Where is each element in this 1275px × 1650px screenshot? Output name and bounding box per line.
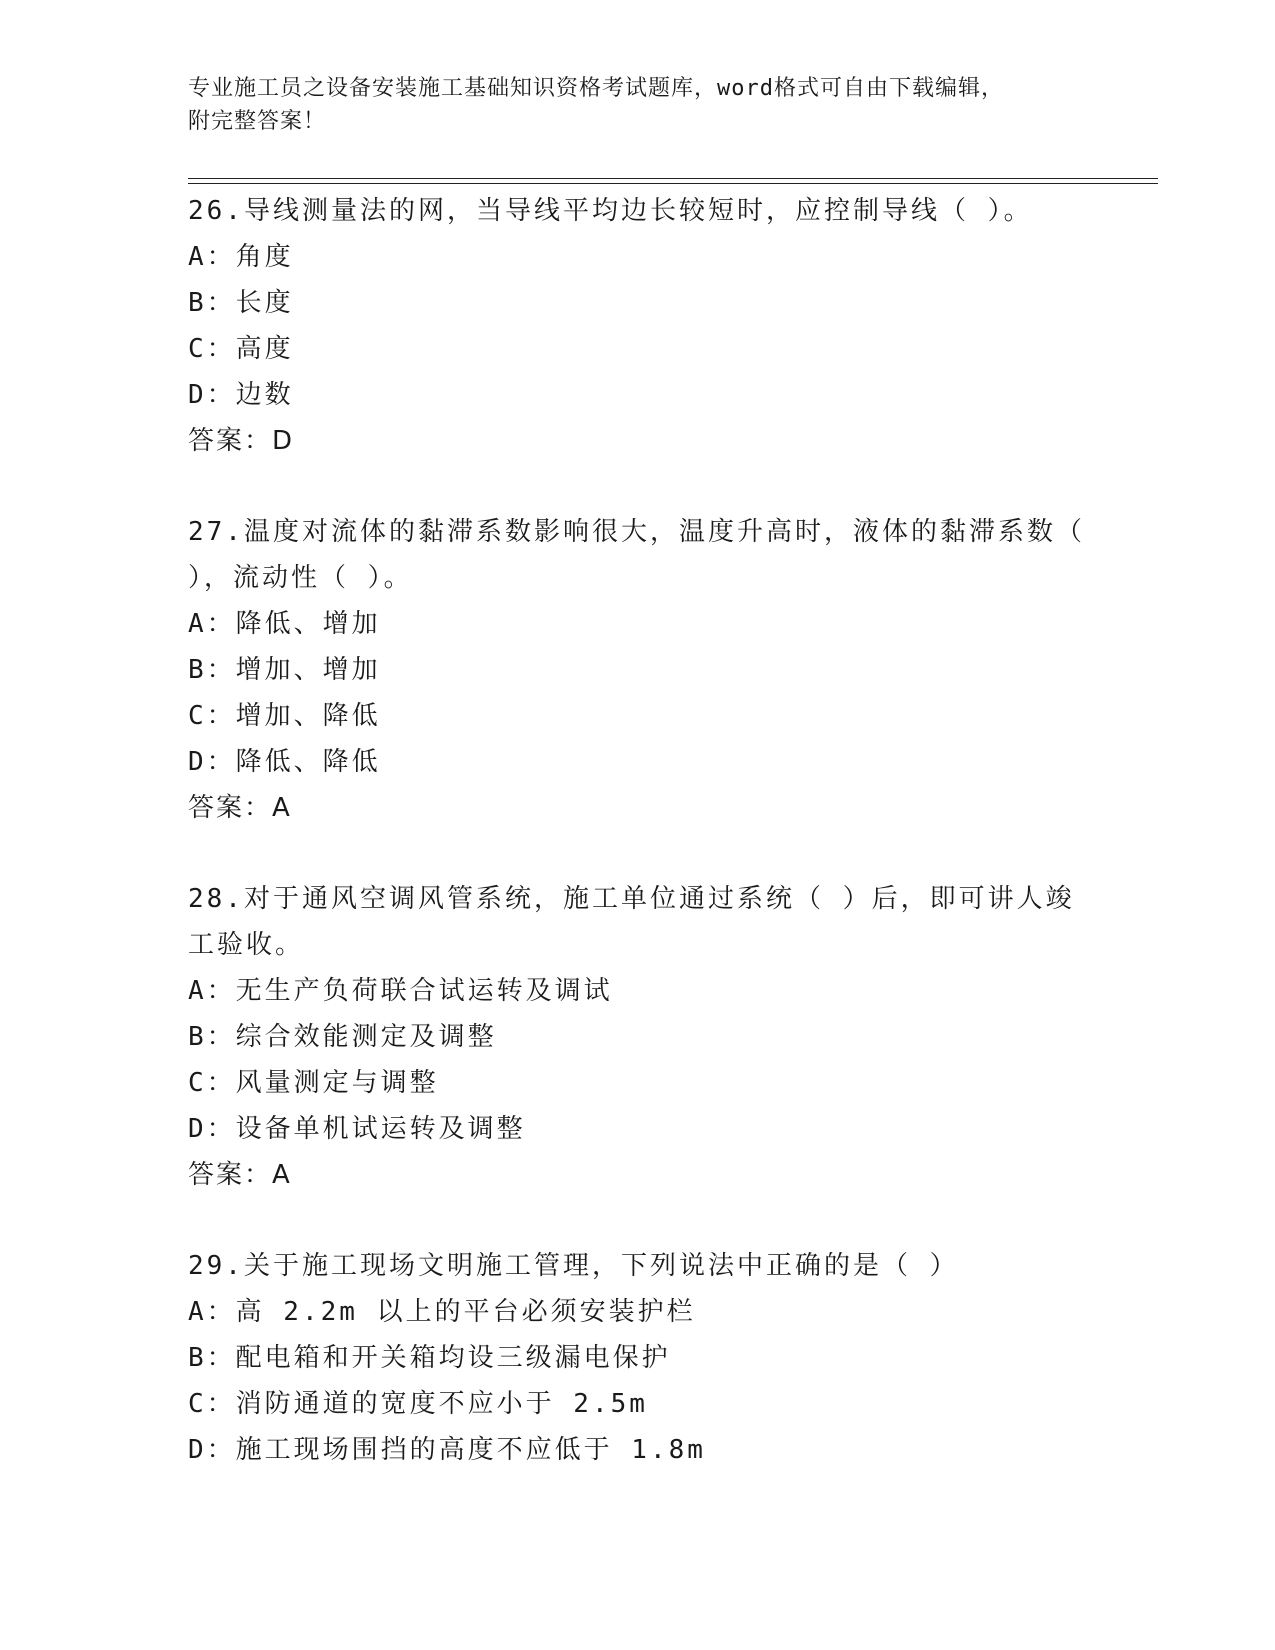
option-a: A：高 2.2m 以上的平台必须安装护栏 (188, 1297, 696, 1327)
option-d: D：设备单机试运转及调整 (188, 1114, 526, 1144)
question-28 (188, 876, 1088, 1198)
option-d: D：边数 (188, 380, 294, 410)
option-c: C：增加、降低 (188, 701, 381, 731)
option-c: C：高度 (188, 334, 294, 364)
answer: 答案：A (188, 793, 292, 823)
answer: 答案：D (188, 426, 295, 456)
question-stem-line-2: ），流动性（ ）。 (188, 563, 413, 593)
option-b: B：配电箱和开关箱均设三级漏电保护 (188, 1343, 671, 1373)
question-29 (188, 1243, 1088, 1473)
answer: 答案：A (188, 1160, 292, 1190)
header-line-1: 专业施工员之设备安装施工基础知识资格考试题库，word格式可自由下载编辑， (188, 76, 1004, 101)
header-line-2: 附完整答案！ (188, 109, 327, 134)
question-26 (188, 188, 1088, 464)
option-d: D：降低、降低 (188, 747, 381, 777)
option-a: A：降低、增加 (188, 609, 381, 639)
option-a: A：角度 (188, 242, 294, 272)
header-divider-top (188, 178, 1158, 179)
question-list (188, 188, 1088, 1518)
question-stem-line-1: 27.温度对流体的黏滞系数影响很大，温度升高时，液体的黏滞系数（ (188, 517, 1085, 547)
question-stem: 29.关于施工现场文明施工管理，下列说法中正确的是（ ） (188, 1251, 959, 1281)
question-stem: 26.导线测量法的网，当导线平均边长较短时，应控制导线（ ）。 (188, 196, 1033, 226)
option-a: A：无生产负荷联合试运转及调试 (188, 976, 613, 1006)
option-c: C：风量测定与调整 (188, 1068, 439, 1098)
option-c: C：消防通道的宽度不应小于 2.5m (188, 1389, 648, 1419)
question-27 (188, 509, 1088, 831)
option-b: B：增加、增加 (188, 655, 381, 685)
question-stem-line-2: 工验收。 (188, 930, 305, 960)
option-b: B：综合效能测定及调整 (188, 1022, 497, 1052)
document-header (188, 72, 1088, 138)
option-b: B：长度 (188, 288, 294, 318)
question-stem-line-1: 28.对于通风空调风管系统，施工单位通过系统（ ）后，即可讲人竣 (188, 884, 1075, 914)
option-d: D：施工现场围挡的高度不应低于 1.8m (188, 1435, 706, 1465)
header-divider-bottom (188, 183, 1158, 184)
